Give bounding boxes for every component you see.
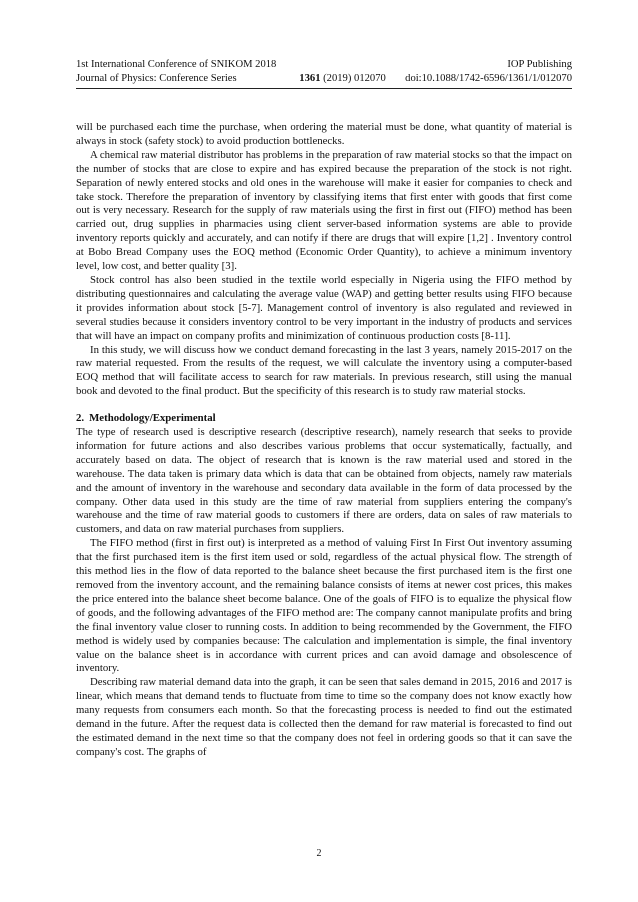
paragraph: The FIFO method (first in first out) is interpreted as a method of valuing First In First Out inventory assuming that the first purchased item is the first item used or sold, regardless of the actual physical flow. The strength of this method lies in the flow of data reported to the balance sheet because the first purchased item is the first one removed from the inventory account, and the remaining balance consists of items at newer cost prices, this makes the price entered into the balance sheet become balance. One of the goals of FIFO is to equalize the physical flow of goods, and the following advantages of the FIFO method are: The company cannot manipulate profits and bring the final inventory value closer to running costs. In addition to being recommended by the Government, the FIFO method is widely used by companies because: The calculation and implementation is simple, the final inventory value on the balance sheet is in accordance with current prices and can avoid damage and obsolescence of inventory. [76,537,572,675]
paragraph: Describing raw material demand data into the graph, it can be seen that sales demand in 2015, 2016 and 2017 is linear, which means that demand tends to fluctuate from time to time so the company does not know exactly how many requests from consumers each month. So that the forecasting process is needed to find out the estimated demand in the future. After the request data is collected then the demand for raw material is forecasted to find out the estimated demand in the next time so that the company does not feel in ordering goods so that it can save the company's cost. The graphs of [76,676,572,758]
volume: 1361 [299,73,321,84]
running-header-bottom [76,72,572,85]
paragraph: In this study, we will discuss how we conduct demand forecasting in the last 3 years, namely 2015-2017 on the raw material requested. From the results of the request, we will calculate the inventory using a computer-based EOQ method that will facilitate access to search for raw materials. In previous research, still using the manual book and devoted to the final product. But the specificity of this research is to study raw material stocks. [76,343,572,398]
paragraph: A chemical raw material distributor has problems in the preparation of raw material stocks so that the impact on the number of stocks that are close to expire and has expired because the preparation of the stock is not right. Separation of newly entered stocks and old ones in the warehouse will make it easier for companies to check and take stock. Therefore the preparation of inventory by classifying items that first enter with goods that first come out is very necessary. Research for the supply of raw materials using the first in first out (FIFO) method has been carried out, drug supplies in pharmacies using client server-based information systems are able to provide inventory reports quickly and accurately, and can notify if there are drugs that will expire [1,2] . Inventory control at Bobo Bread Company uses the EOQ method (Economic Order Quantity), to achieve a minimum inventory level, low cost, and better quality [3]. [76,148,572,273]
paragraph: will be purchased each time the purchase, when ordering the material must be done, what quantity of material is always in stock (safety stock) to avoid production bottlenecks. [76,121,572,147]
header-rule [76,88,572,89]
citation [299,72,572,85]
article-body [76,121,572,760]
section-title: Methodology/Experimental [89,412,216,425]
running-header-top [76,58,572,71]
issue: (2019) 012070 [323,73,386,84]
paragraph: Stock control has also been studied in the textile world especially in Nigeria using the FIFO method by distributing questionnaires and calculating the average value (WAP) and getting better results using FIFO because it provides information about stock [5-7]. Management control of inventory is also regulated and reviewed in several studies because it considers inventory control to be very important in the industry of products and services that will have an impact on company profits and minimization of continuous production costs [8-11]. [76,273,572,342]
doi: doi:10.1088/1742-6596/1361/1/012070 [405,73,572,84]
publisher-name: IOP Publishing [507,59,572,70]
section-number: 2. [76,412,85,425]
section-heading [76,412,572,426]
page-number: 2 [316,848,322,859]
conference-name: 1st International Conference of SNIKOM 2018 [76,59,277,70]
journal-name: Journal of Physics: Conference Series [76,73,237,84]
paragraph: The type of research used is descriptive research (descriptive research), namely research that seeks to provide information for future actions and also describes various problems that occur systematically, factually, and accurately based on data. The object of research that is known is the raw material used and stored in the warehouse. The data taken is primary data which is data that can be obtained from objects, namely raw materials and the amount of inventory in the warehouse and secondary data available in the form of data processed by the company. Other data used in this study are the time of raw material from suppliers entering the company's warehouse and the time of raw material goods to customers if there are orders, data on sales of raw materials to customers, and data on raw material purchases from suppliers. [76,426,572,536]
